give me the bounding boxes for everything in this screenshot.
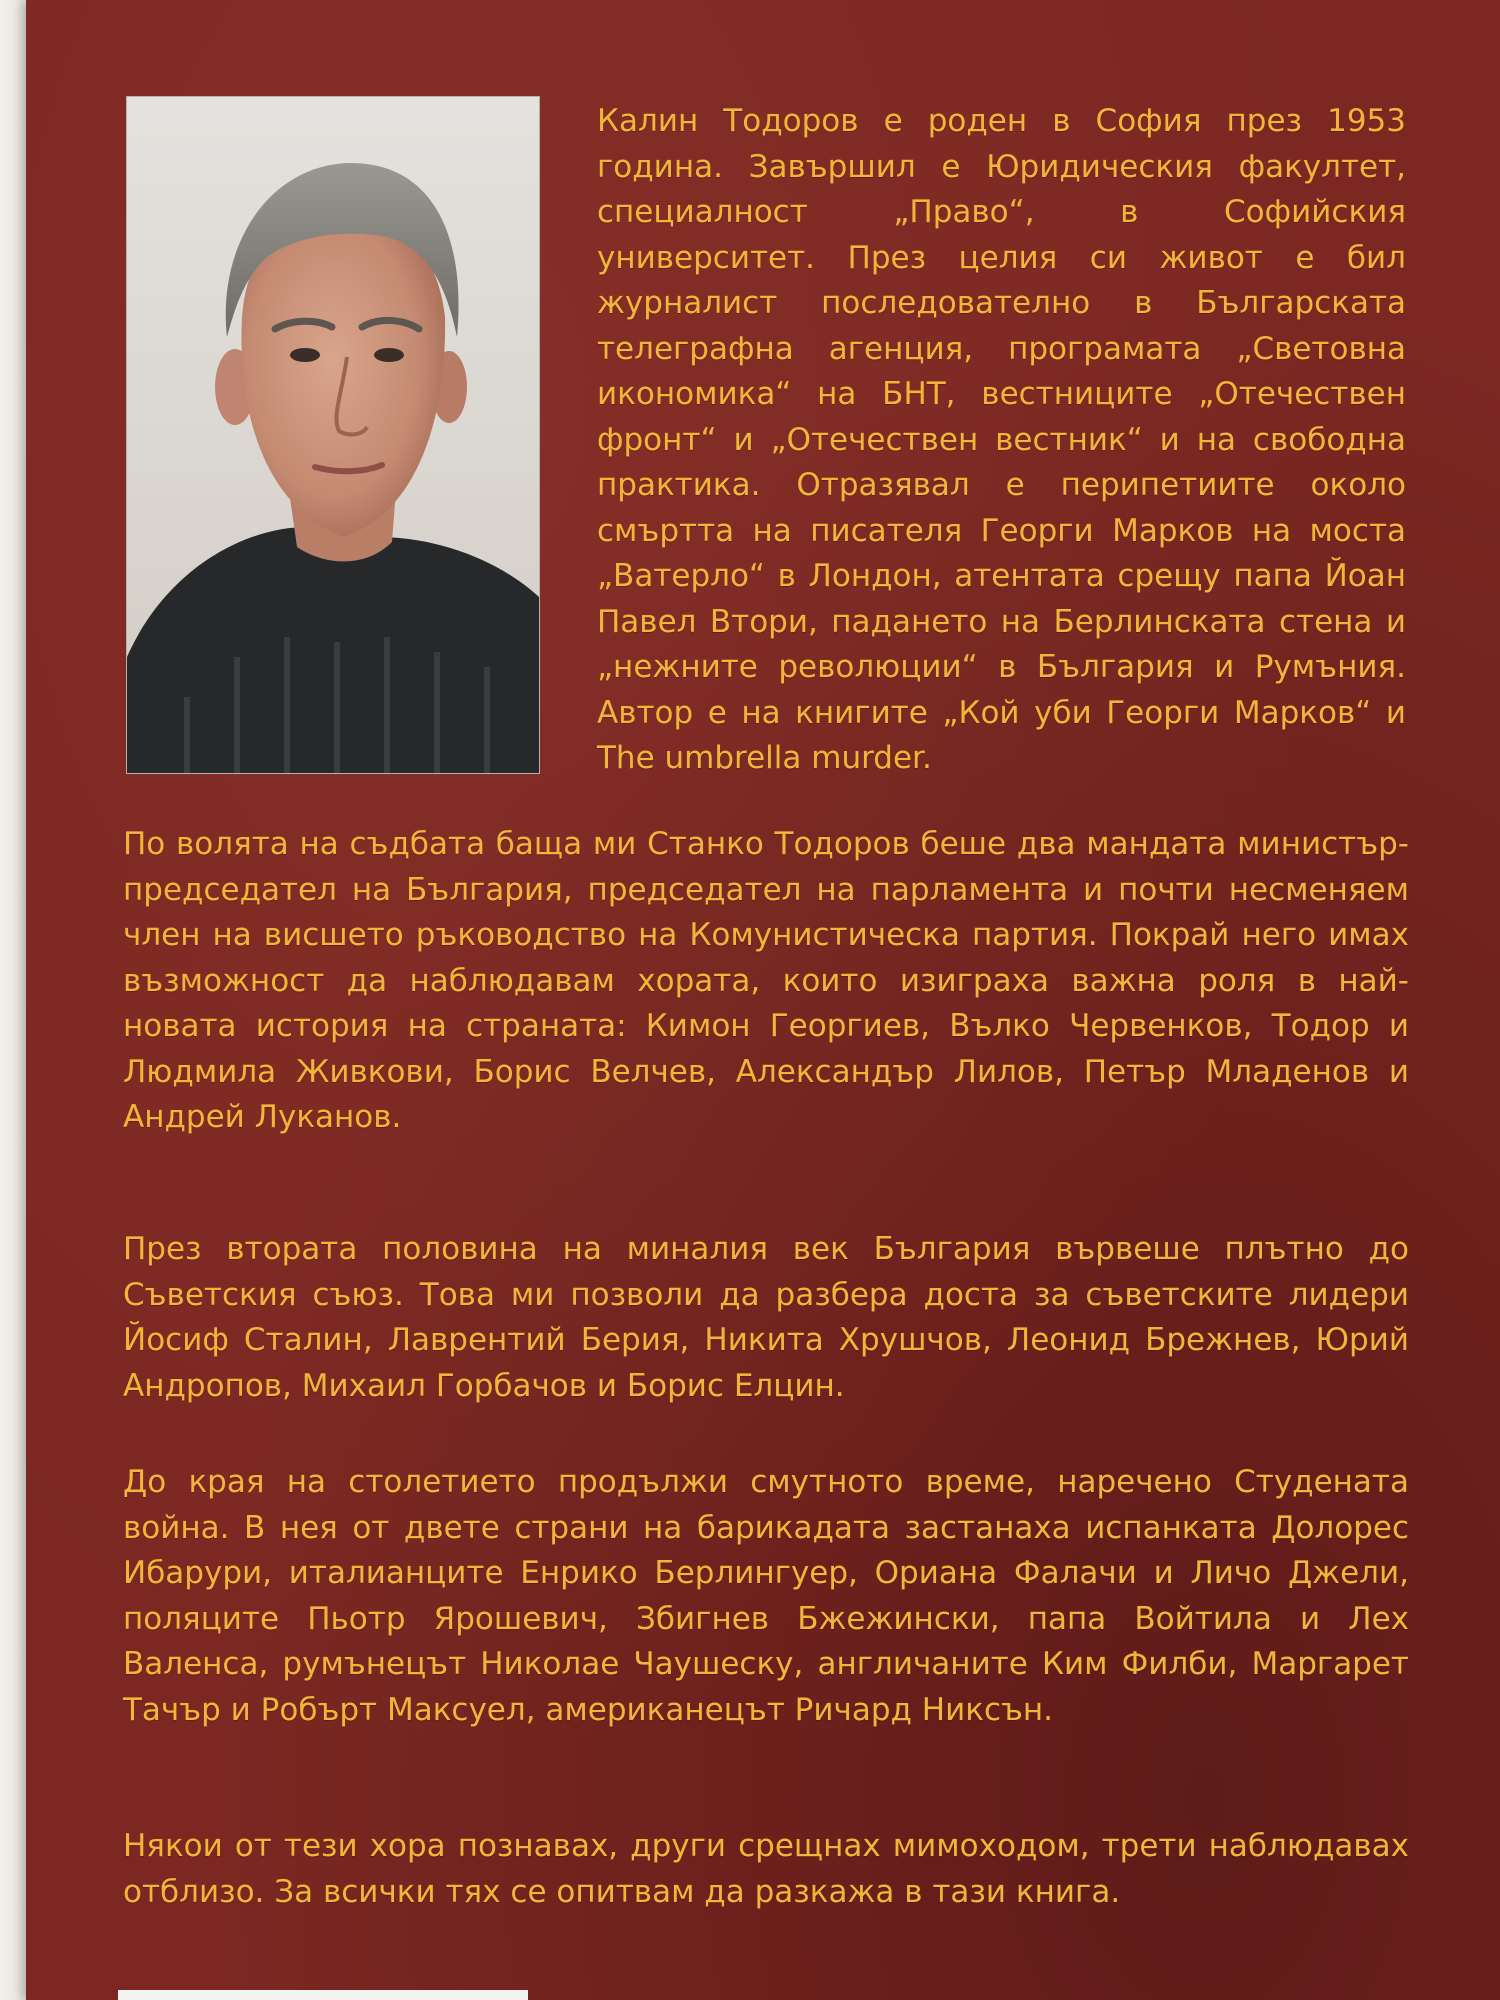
paragraph-text: През втората половина на миналия век България вървеше плътно до Съветския съюз. Това ми позволи да разбера доста за съветските лидери Йосиф Сталин, Лаврентий Берия, Никита Хрушчов, Леонид Брежнев, Юрий Андропов, Михаил Горбачов и Борис Елцин.	[123, 1231, 1409, 1404]
book-description-paragraph	[123, 1227, 1409, 1409]
book-description-paragraph	[123, 1824, 1409, 1915]
author-bio-text: Калин Тодоров е роден в София през 1953 година. Завършил е Юридическия факултет, специалност „Право“, в Софийския университет. През целия си живот е бил журналист последователно в Българската телеграфна агенция, програмата „Световна икономика“ на БНТ, вестниците „Отечествен фронт“ и „Отечествен вестник“ и на свободна практика. Отразявал е перипетиите около смъртта на писателя Георги Марков на моста „Ватерло“ в Лондон, атентата срещу папа Йоан Павел Втори, падането на Берлинската стена и „нежните революции“ в България и Румъния. Автор е на книгите „Кой уби Георги Марков“ и The umbrella murder.	[597, 103, 1406, 776]
book-description-paragraph	[123, 1460, 1409, 1733]
barcode-label	[118, 1990, 528, 2000]
book-description-paragraph	[123, 822, 1409, 1141]
paragraph-text: По волята на съдбата баща ми Станко Тодоров беше два мандата министър-председател на България, председател на парламента и почти несменяем член на висшето ръководство на Комунистическа партия. Покрай него имах възможност да наблюдавам хората, които изиграха важна роля в най-новата история на страната: Кимон Георгиев, Вълко Червенков, Тодор и Людмила Живкови, Борис Велчев, Александър Лилов, Петър Младенов и Андрей Луканов.	[123, 826, 1409, 1135]
paragraph-text: Някои от тези хора познавах, други срещнах мимоходом, трети наблюдавах отблизо. За всички тях се опитвам да разкажа в тази книга.	[123, 1828, 1409, 1910]
author-bio	[597, 99, 1406, 782]
author-photo	[126, 96, 540, 774]
paragraph-text: До края на столетието продължи смутното време, наречено Студената война. В нея от двете страни на барикадата застанаха испанката Долорес Ибарури, италианците Енрико Берлингуер, Ориана Фалачи и Личо Джели, поляците Пьотр Ярошевич, Збигнев Бжежински, папа Войтила и Лех Валенса, румънецът Николае Чаушеску, англичаните Ким Филби, Маргарет Тачър и Робърт Максуел, американецът Ричард Никсън.	[123, 1464, 1409, 1728]
